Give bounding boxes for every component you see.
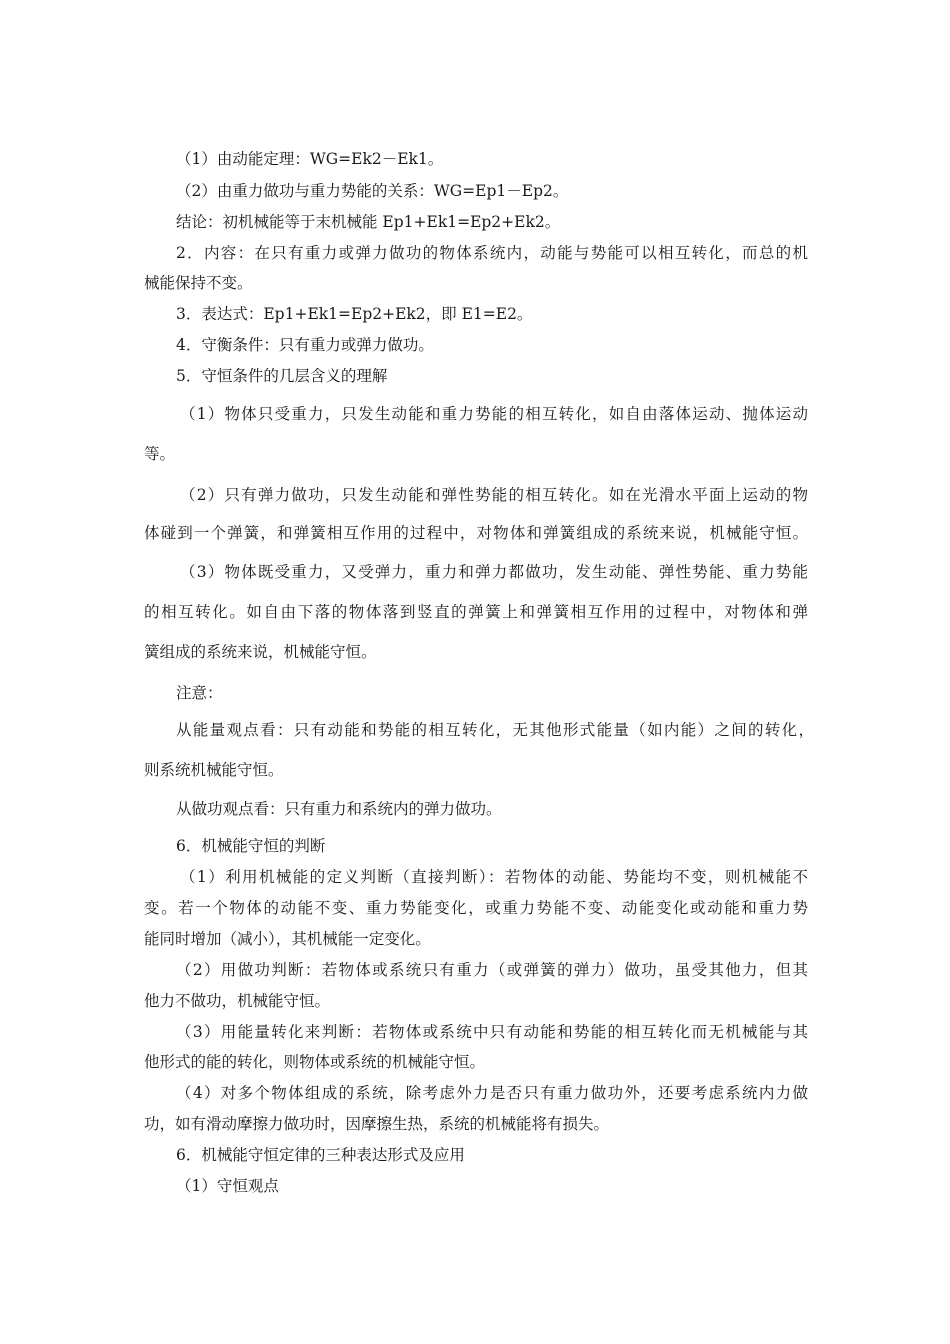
text-line: 结论：初机械能等于末机械能 Ep1+Ek1=Ep2+Ek2。 xyxy=(176,213,561,231)
text-line: 他形式的能的转化，则物体或系统的机械能守恒。 xyxy=(144,1053,486,1071)
text-line: （2）用做功判断：若物体或系统只有重力（或弹簧的弹力）做功，虽受其他力，但其 xyxy=(176,961,808,979)
text-line: 的相互转化。如自由下落的物体落到竖直的弹簧上和弹簧相互作用的过程中，对物体和弹 xyxy=(144,603,808,621)
text-line: 械能保持不变。 xyxy=(144,274,253,292)
text-line: 从做功观点看：只有重力和系统内的弹力做功。 xyxy=(176,800,502,818)
text-line: 功，如有滑动摩擦力做功时，因摩擦生热，系统的机械能将有损失。 xyxy=(144,1115,610,1133)
text-line: （4）对多个物体组成的系统，除考虑外力是否只有重力做功外，还要考虑系统内力做 xyxy=(176,1084,808,1102)
text-line: 则系统机械能守恒。 xyxy=(144,761,284,779)
text-line: 变。若一个物体的动能不变、重力势能变化，或重力势能不变、动能变化或动能和重力势 xyxy=(144,899,808,917)
text-line: 从能量观点看：只有动能和势能的相互转化，无其他形式能量（如内能）之间的转化， xyxy=(176,721,814,739)
text-line: 他力不做功，机械能守恒。 xyxy=(144,992,331,1010)
text-line: 6．机械能守恒定律的三种表达形式及应用 xyxy=(176,1146,465,1164)
text-line: 2．内容：在只有重力或弹力做功的物体系统内，动能与势能可以相互转化，而总的机 xyxy=(176,244,808,262)
text-line: 3．表达式：Ep1+Ek1=Ep2+Ek2，即 E1=E2。 xyxy=(176,305,533,323)
text-line: 6．机械能守恒的判断 xyxy=(176,837,326,855)
text-line: （3）用能量转化来判断：若物体或系统中只有动能和势能的相互转化而无机械能与其 xyxy=(176,1023,808,1041)
text-line: 4．守衡条件：只有重力或弹力做功。 xyxy=(176,336,434,354)
text-line: （1）物体只受重力，只发生动能和重力势能的相互转化，如自由落体运动、抛体运动 xyxy=(180,405,808,423)
text-line: 能同时增加（减小），其机械能一定变化。 xyxy=(144,930,431,948)
text-line: 等。 xyxy=(144,445,176,463)
text-line: （2）只有弹力做功，只发生动能和弹性势能的相互转化。如在光滑水平面上运动的物 xyxy=(180,486,808,504)
text-line: 簧组成的系统来说，机械能守恒。 xyxy=(144,643,377,661)
text-line: 5．守恒条件的几层含义的理解 xyxy=(176,367,388,385)
text-line: 注意： xyxy=(176,684,223,702)
text-line: （3）物体既受重力，又受弹力，重力和弹力都做功，发生动能、弹性势能、重力势能 xyxy=(180,563,808,581)
text-line: （2）由重力做功与重力势能的关系：WG=Ep1－Ep2。 xyxy=(176,182,569,200)
text-line: （1）由动能定理：WG=Ek2－Ek1。 xyxy=(176,150,444,168)
text-line: （1）守恒观点 xyxy=(176,1177,279,1195)
text-line: （1）利用机械能的定义判断（直接判断）：若物体的动能、势能均不变，则机械能不 xyxy=(180,868,808,886)
text-line: 体碰到一个弹簧，和弹簧相互作用的过程中，对物体和弹簧组成的系统来说，机械能守恒。 xyxy=(144,524,808,542)
